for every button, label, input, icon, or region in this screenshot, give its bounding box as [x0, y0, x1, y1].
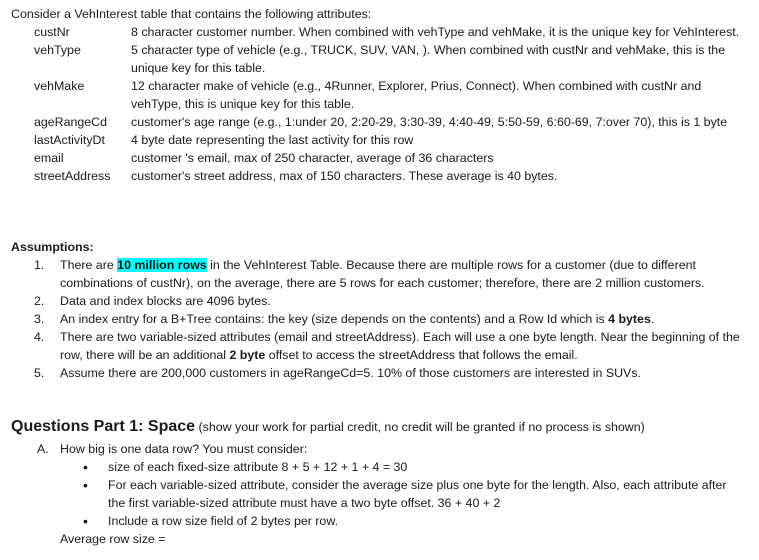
assumption-text [60, 310, 746, 328]
highlighted-text: 10 million rows [117, 258, 207, 272]
attribute-row [34, 41, 749, 77]
assumptions-list [34, 256, 746, 382]
attribute-description: 4 byte date representing the last activity for this row [131, 133, 414, 147]
text-segment: There are [60, 258, 118, 272]
assumption-text [60, 328, 746, 364]
text-segment: . [650, 312, 655, 326]
attribute-name: streetAddress [34, 169, 111, 183]
attribute-row [34, 131, 749, 149]
assumption-text [60, 256, 746, 292]
attribute-name: lastActivityDt [34, 133, 105, 147]
assumption-item [34, 292, 746, 310]
assumption-item [34, 328, 746, 364]
attribute-description: 8 character customer number. When combined with vehType and vehMake, it is the unique key for VehInterest. [131, 25, 740, 39]
assumption-item [34, 364, 746, 382]
average-row-size-label: Average row size = [60, 532, 166, 546]
text-segment: offset to access the streetAddress that follows the email. [265, 348, 578, 362]
bullet-item [83, 458, 743, 476]
assumption-text: Assume there are 200,000 customers in ageRangeCd=5. 10% of those customers are interested in SUVs. [60, 366, 641, 380]
bullet-list [83, 458, 743, 530]
bullet-icon: • [83, 459, 88, 475]
assumption-item [34, 310, 746, 328]
attribute-name: email [34, 151, 64, 165]
assumption-item [34, 256, 746, 292]
list-number: 2. [34, 294, 45, 308]
attribute-row [34, 77, 749, 113]
bullet-text: For each variable-sized attribute, consider the average size plus one byte for the length. Also, each attribute after the first variable-sized attribute must have a two byte offset. 36 + 40 + 2 [108, 478, 727, 510]
list-number: 4. [34, 330, 45, 344]
attribute-name: vehType [34, 43, 81, 57]
attribute-name: ageRangeCd [34, 115, 108, 129]
bold-text: 4 bytes [608, 312, 651, 326]
text-segment: in the VehInterest Table. Because there are multiple rows for a customer (due to different combinations of custNr), on the average, there are 5 rows for each customer; therefore, there are 2 million customers. [60, 258, 705, 290]
question-a [37, 440, 749, 458]
attribute-description: customer's street address, max of 150 characters. These average is 40 bytes. [131, 169, 558, 183]
bullet-item [83, 512, 743, 530]
questions-title: Questions Part 1: Space [11, 418, 196, 435]
list-number: 1. [34, 258, 45, 272]
attribute-row [34, 113, 749, 131]
bullet-text: size of each fixed-size attribute 8 + 5 + 12 + 1 + 4 = 30 [108, 460, 408, 474]
bullet-text: Include a row size field of 2 bytes per row. [108, 514, 339, 528]
attribute-row [34, 23, 749, 41]
attribute-description: 5 character type of vehicle (e.g., TRUCK, SUV, VAN, ). When combined with custNr and vehMake, this is the unique key for this table. [131, 43, 726, 75]
list-number: 3. [34, 312, 45, 326]
assumptions-heading: Assumptions: [11, 240, 94, 254]
bullet-icon: • [83, 513, 88, 529]
intro-text: Consider a VehInterest table that contains the following attributes: [11, 7, 372, 21]
attribute-row [34, 167, 749, 185]
attribute-description: customer 's email, max of 250 character, average of 36 characters [131, 151, 494, 165]
bold-text: 2 byte [229, 348, 266, 362]
assumption-text: Data and index blocks are 4096 bytes. [60, 294, 271, 308]
text-segment: An index entry for a B+Tree contains: the key (size depends on the contents) and a Row Id which is [60, 312, 609, 326]
attribute-row [34, 149, 749, 167]
bullet-item [83, 476, 743, 512]
attribute-description: 12 character make of vehicle (e.g., 4Runner, Explorer, Prius, Connect). When combined with custNr and vehType, this is unique key for this table. [131, 79, 702, 111]
question-text: How big is one data row? You must consider: [60, 442, 308, 456]
list-number: 5. [34, 366, 45, 380]
attribute-name: custNr [34, 25, 70, 39]
question-a-row [37, 440, 749, 458]
attribute-name: vehMake [34, 79, 85, 93]
questions-subtitle: (show your work for partial credit, no credit will be granted if no process is shown) [195, 420, 645, 434]
bullet-icon: • [83, 477, 88, 493]
question-letter: A. [37, 442, 49, 456]
text-segment: There are two variable-sized attributes (email and streetAddress). Each will use a one byte length. Near the beginning of the row, there will be an additional [60, 330, 740, 362]
attribute-description: customer's age range (e.g., 1:under 20, 2:20-29, 3:30-39, 4:40-49, 5:50-59, 6:60-69, 7:over 70), this is 1 byte [131, 115, 728, 129]
questions-heading [11, 418, 645, 436]
attribute-table [34, 23, 749, 185]
